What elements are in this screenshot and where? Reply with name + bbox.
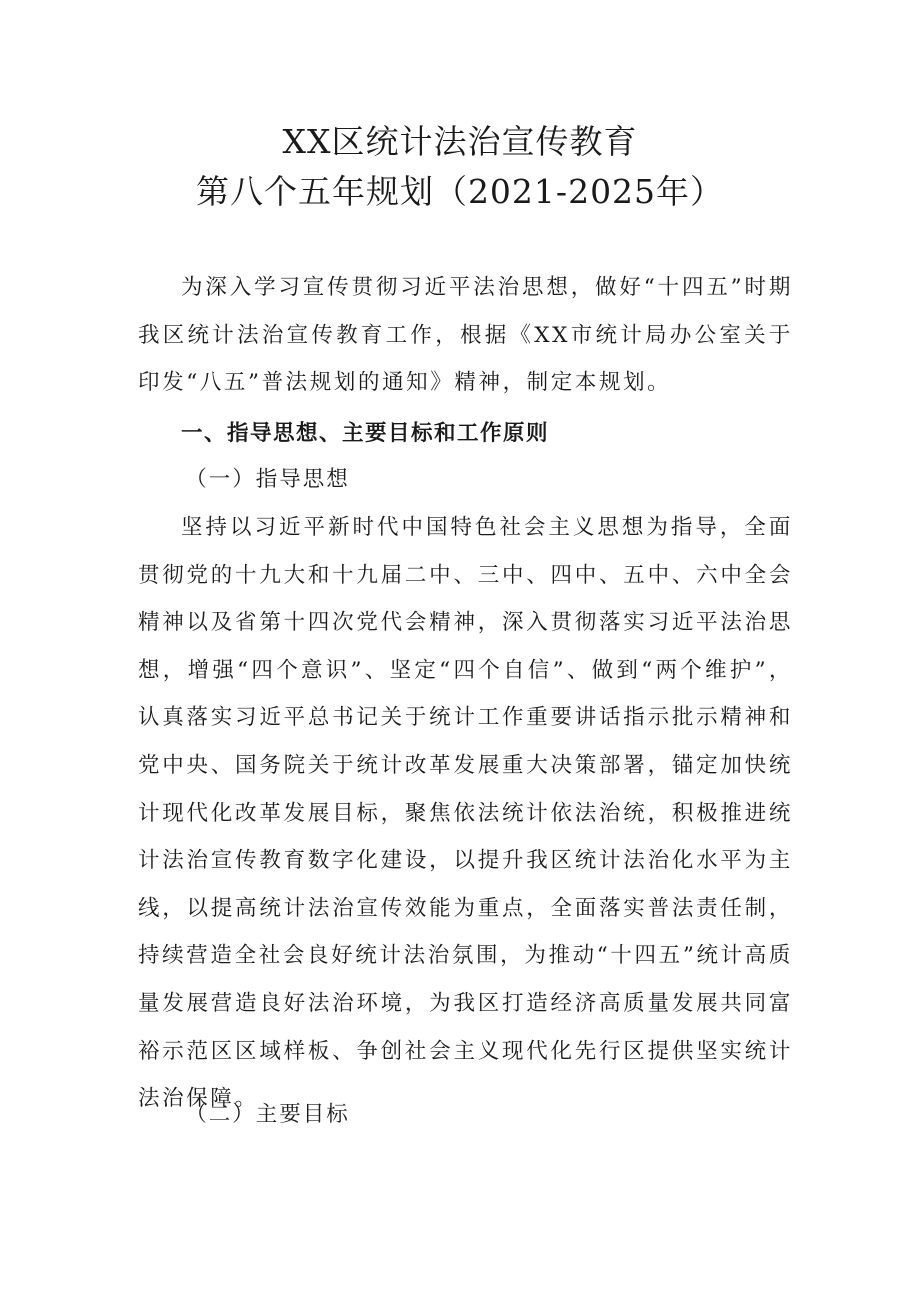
section-1-heading: 一、指导思想、主要目标和工作原则 bbox=[181, 421, 550, 446]
intro-paragraph: 为深入学习宣传贯彻习近平法治思想，做好“十四五”时期我区统计法治宣传教育工作，根据《XX市统计局办公室关于印发“八五”普法规划的通知》精神，制定本规划。 bbox=[138, 275, 793, 396]
guiding-ideology-paragraph: 坚持以习近平新时代中国特色社会主义思想为指导，全面贯彻党的十九大和十九届二中、三中、四中、五中、六中全会精神以及省第十四次党代会精神，深入贯彻落实习近平法治思想，增强“四个意识”、坚定“四个自信”、做到“两个维护”，认真落实习近平总书记关于统计工作重要讲话指示批示精神和党中央、国务院关于统计改革发展重大决策部署，锚定加快统计现代化改革发展目标，聚焦依法统计依法治统，积极推进统计法治宣传教育数字化建设，以提升我区统计法治化水平为主线，以提高统计法治宣传效能为重点，全面落实普法责任制，持续营造全社会良好统计法治氛围，为推动“十四五”统计高质量发展营造良好法治环境，为我区打造经济高质量发展共同富裕示范区区域样板、争创社会主义现代化先行区提供坚实统计法治保障。 bbox=[138, 515, 793, 1112]
guiding-ideology-section bbox=[138, 504, 793, 1123]
document-title-line-1: XX区统计法治宣传教育 bbox=[282, 122, 638, 161]
document-title-line-2: 第八个五年规划（2021-2025年） bbox=[195, 172, 725, 211]
subsection-2-heading: （二）主要目标 bbox=[185, 1102, 350, 1127]
subsection-1-heading: （一）指导思想 bbox=[185, 467, 350, 492]
intro-section bbox=[138, 264, 793, 407]
